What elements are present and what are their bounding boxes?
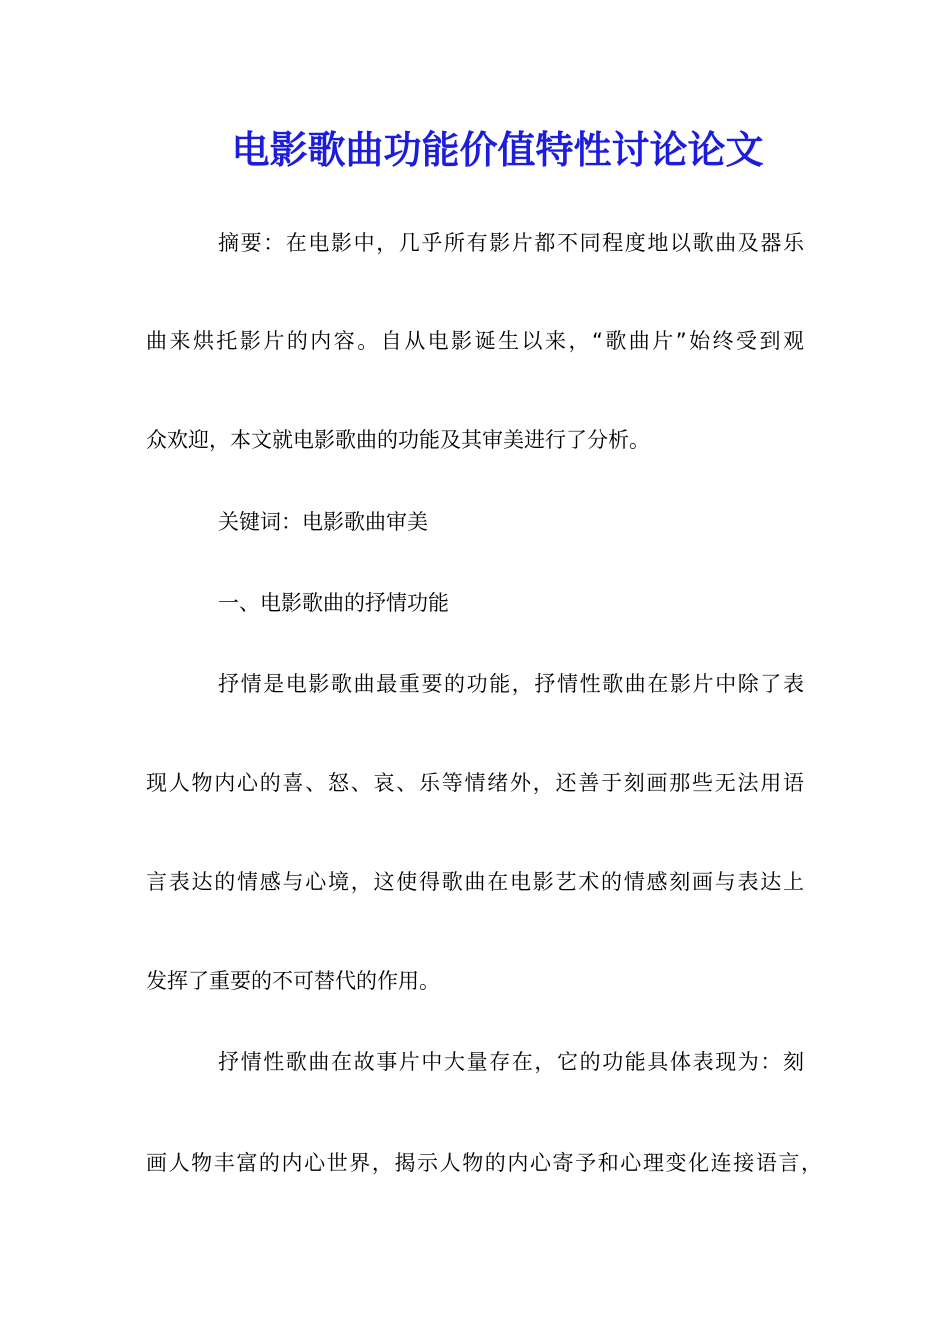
paragraph-1-line-3: 言表达的情感与心境，这使得歌曲在电影艺术的情感刻画与表达上 <box>146 870 804 894</box>
paragraph-1-line-4: 发挥了重要的不可替代的作用。 <box>146 969 440 993</box>
keywords-line: 关键词：电影歌曲审美 <box>218 510 428 534</box>
abstract-line-3: 众欢迎，本文就电影歌曲的功能及其审美进行了分析。 <box>146 428 650 452</box>
document-title: 电影歌曲功能价值特性讨论论文 <box>231 127 764 172</box>
paragraph-1-line-2: 现人物内心的喜、怒、哀、乐等情绪外，还善于刻画那些无法用语 <box>146 771 804 795</box>
abstract-line-2: 曲来烘托影片的内容。自从电影诞生以来，“歌曲片”始终受到观 <box>146 329 804 353</box>
abstract-line-1: 摘要：在电影中，几乎所有影片都不同程度地以歌曲及器乐 <box>218 231 804 255</box>
section-heading-1: 一、电影歌曲的抒情功能 <box>218 591 449 615</box>
paragraph-2-line-1: 抒情性歌曲在故事片中大量存在，它的功能具体表现为：刻 <box>218 1050 804 1074</box>
paragraph-1-line-1: 抒情是电影歌曲最重要的功能，抒情性歌曲在影片中除了表 <box>218 672 804 696</box>
paragraph-2-line-2: 画人物丰富的内心世界，揭示人物的内心寄予和心理变化连接语言， <box>146 1151 822 1175</box>
